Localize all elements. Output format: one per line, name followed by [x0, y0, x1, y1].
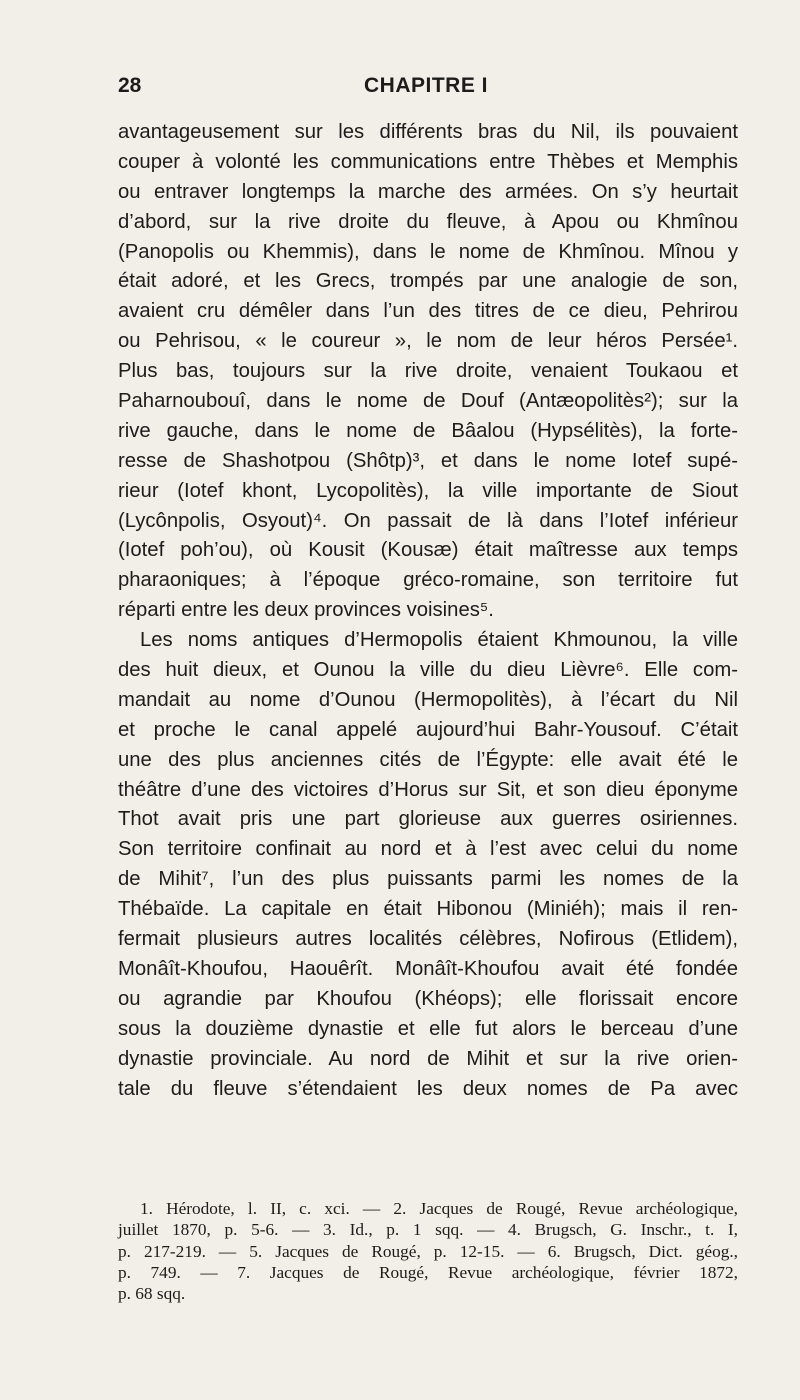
- text-line: une des plus anciennes cités de l’Égypte: elle avait été le: [118, 748, 738, 771]
- body-text: [118, 118, 738, 1104]
- text-line: sous la douzième dynastie et elle fut alors le berceau d’une: [118, 1017, 738, 1040]
- text-line: était adoré, et les Grecs, trompés par une analogie de son,: [118, 270, 738, 293]
- text-line: tale du fleuve s’étendaient les deux nomes de Pa avec: [118, 1077, 738, 1100]
- text-line: fermait plusieurs autres localités célèbres, Nofirous (Etlidem),: [118, 928, 738, 951]
- running-head: CHAPITRE I: [363, 74, 488, 97]
- footnote-line: p. 68 sqq.: [118, 1284, 186, 1304]
- page-header: [118, 74, 734, 104]
- footnote-line: 1. Hérodote, l. II, c. xci. — 2. Jacques de Rougé, Revue archéologique,: [140, 1199, 738, 1218]
- text-line: ou entraver longtemps la marche des armées. On s’y heurtait: [118, 180, 738, 203]
- footnotes: [118, 1198, 738, 1304]
- text-line: rive gauche, dans le nome de Bâalou (Hypsélitès), la forte-: [118, 419, 738, 442]
- text-line: dynastie provinciale. Au nord de Mihit et sur la rive orien-: [118, 1047, 738, 1070]
- text-line: Thébaïde. La capitale en était Hibonou (Miniéh); mais il ren-: [118, 898, 738, 921]
- text-line: rieur (Iotef khont, Lycopolitès), la ville importante de Siout: [118, 479, 738, 502]
- text-line: Plus bas, toujours sur la rive droite, venaient Toukaou et: [118, 360, 738, 383]
- text-line: théâtre d’une des victoires d’Horus sur Sit, et son dieu éponyme: [118, 778, 738, 801]
- page-number: 28: [118, 74, 142, 97]
- paragraph-end-line: réparti entre les deux provinces voisines⁵.: [118, 599, 494, 622]
- text-line: Monâît-Khoufou, Haouêrît. Monâît-Khoufou avait été fondée: [118, 957, 738, 980]
- text-line: avaient cru démêler dans l’un des titres de ce dieu, Pehrirou: [118, 300, 738, 323]
- footnote-line: p. 749. — 7. Jacques de Rougé, Revue archéologique, février 1872,: [118, 1262, 738, 1282]
- paragraph-start-line: Les noms antiques d’Hermopolis étaient Khmounou, la ville: [140, 629, 738, 652]
- text-line: avantageusement sur les différents bras du Nil, ils pouvaient: [118, 121, 738, 143]
- text-line: ou Pehrisou, « le coureur », le nom de leur héros Persée¹.: [118, 330, 738, 353]
- footnote-line: juillet 1870, p. 5-6. — 3. Id., p. 1 sqq. — 4. Brugsch, G. Inschr., t. I,: [118, 1220, 738, 1240]
- text-line: couper à volonté les communications entre Thèbes et Memphis: [118, 150, 738, 173]
- text-line: de Mihit⁷, l’un des plus puissants parmi les nomes de la: [118, 868, 738, 891]
- text-line: ou agrandie par Khoufou (Khéops); elle florissait encore: [118, 987, 738, 1010]
- text-line: et proche le canal appelé aujourd’hui Bahr-Yousouf. C’était: [118, 718, 738, 741]
- text-line: (Lycônpolis, Osyout)⁴. On passait de là dans l’Iotef inférieur: [118, 509, 738, 532]
- text-line: Thot avait pris une part glorieuse aux guerres osiriennes.: [118, 808, 738, 831]
- text-line: pharaoniques; à l’époque gréco-romaine, son territoire fut: [118, 569, 738, 592]
- text-line: Paharnoubouî, dans le nome de Douf (Antæopolitès²); sur la: [118, 390, 738, 413]
- text-line: (Panopolis ou Khemmis), dans le nome de Khmînou. Mînou y: [118, 240, 738, 263]
- text-line: (Iotef poh’ou), où Kousit (Kousæ) était maîtresse aux temps: [118, 539, 738, 562]
- text-line: d’abord, sur la rive droite du fleuve, à Apou ou Khmînou: [118, 210, 738, 233]
- text-line: resse de Shashotpou (Shôtp)³, et dans le nome Iotef supé-: [118, 449, 738, 472]
- text-line: Son territoire confinait au nord et à l’est avec celui du nome: [118, 838, 738, 861]
- footnote-line: p. 217-219. — 5. Jacques de Rougé, p. 12-15. — 6. Brugsch, Dict. géog.,: [118, 1241, 738, 1261]
- text-line: mandait au nome d’Ounou (Hermopolitès), à l’écart du Nil: [118, 688, 738, 711]
- text-line: des huit dieux, et Ounou la ville du dieu Lièvre⁶. Elle com-: [118, 659, 738, 682]
